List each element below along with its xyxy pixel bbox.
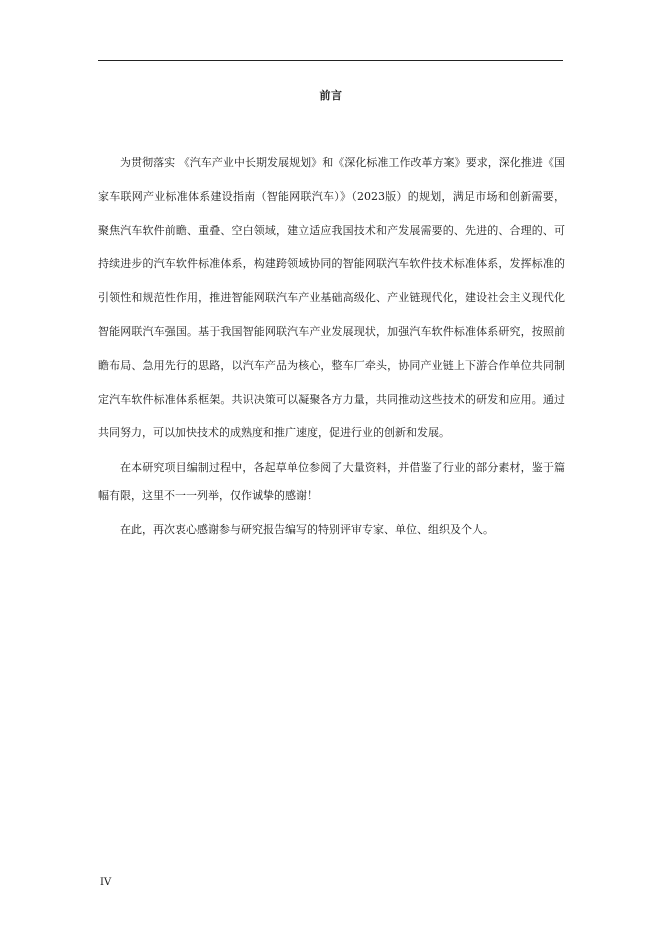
paragraph-thanks: 在此，再次衷心感谢参与研究报告编写的特别评审专家、单位、组织及个人。 <box>120 523 494 537</box>
header-rule <box>98 60 563 61</box>
page-number: IV <box>100 877 112 888</box>
document-body <box>98 146 565 544</box>
paragraph-intro: 为贯彻落实 《汽车产业中长期发展规划》和《深化标准工作改革方案》要求，深化推进《国家车联网产业标准体系建设指南（智能网联汽车）》（2023版）的规划，满足市场和创新需要，聚焦汽车软件前瞻、重叠、空白领域，建立适应我国技术和产发展需要的、先进的、合理的、可持续进步的汽车软件标准体系，构建跨领域协同的智能网联汽车软件技术标准体系，发挥标准的引领性和规范性作用，推进智能网联汽车产业基础高级化、产业链现代化，建设社会主义现代化智能网联汽车强国。基于我国智能网联汽车产业发展现状，加强汽车软件标准体系研究，按照前瞻布局、急用先行的思路，以汽车产品为核心，整车厂牵头，协同产业链上下游合作单位共同制定汽车软件标准体系框架。共识决策可以凝聚各方力量，共同推动这些技术的研发和应用。通过共同努力，可以加快技术的成熟度和推广速度，促进行业的创新和发展。 <box>98 156 565 440</box>
paragraph-acknowledgement: 在本研究项目编制过程中，各起草单位参阅了大量资料，并借鉴了行业的部分素材，鉴于篇幅有限，这里不一一列举，仅作诚挚的感谢！ <box>98 461 565 503</box>
page-title: 前言 <box>319 89 343 102</box>
